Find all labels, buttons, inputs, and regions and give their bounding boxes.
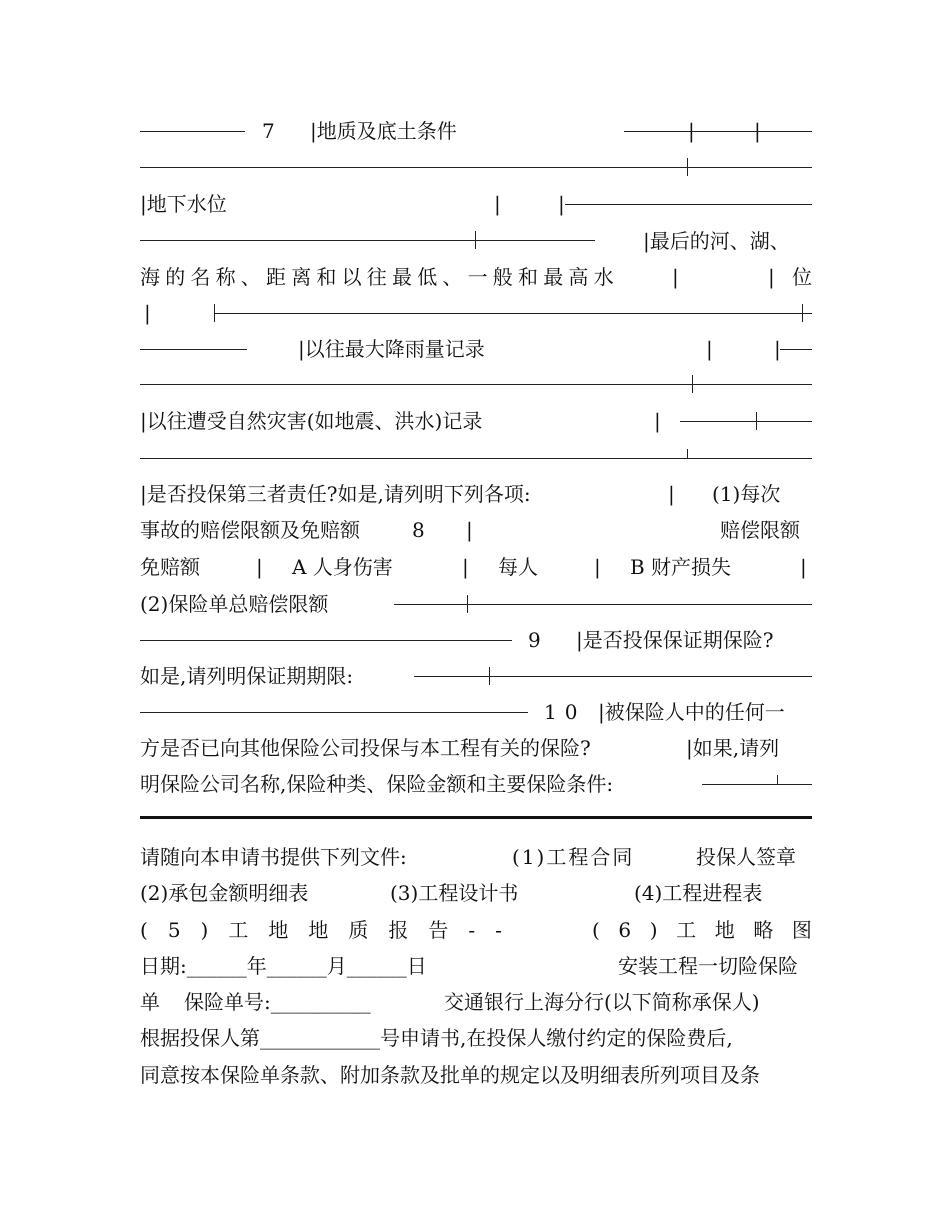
column-bar: |	[144, 301, 151, 325]
document-list-item: (4)工程进程表	[634, 881, 763, 905]
document-list-item: (3)工程设计书	[390, 881, 519, 905]
table-rule	[680, 421, 812, 422]
insurer-text: 交通银行上海分行(以下简称承保人)	[444, 990, 760, 1014]
field-label: 事故的赔偿限额及免赔额	[140, 518, 360, 542]
policy-title: 安装工程一切险保险	[618, 954, 798, 978]
document-line	[140, 1023, 812, 1053]
table-rule	[624, 131, 812, 132]
column-bar: |	[774, 337, 781, 361]
field-label: B 财产损失	[630, 555, 732, 579]
form-line	[140, 697, 812, 727]
column-bar: |	[462, 555, 469, 579]
item-number: 7	[262, 119, 275, 143]
item-number: 9	[528, 628, 541, 652]
field-label: 海的名称、距离和以往最低、一般和最高水	[140, 265, 619, 289]
section-separator	[140, 816, 812, 819]
form-line	[140, 334, 812, 364]
field-label: |最后的河、湖、	[643, 229, 790, 253]
policy-number-field: 保险单号:__________	[184, 990, 371, 1014]
table-tick	[756, 412, 757, 430]
column-bar: |	[706, 337, 713, 361]
instruction-text: 请随向本申请书提供下列文件:	[140, 845, 407, 869]
column-bar: |	[494, 192, 501, 216]
field-label: |地下水位	[140, 192, 227, 216]
table-tick	[692, 375, 693, 393]
field-label: 每人	[498, 555, 538, 579]
table-tick	[489, 667, 490, 685]
column-bar: |	[768, 265, 775, 289]
field-label: 明保险公司名称,保险种类、保险金额和主要保险条件:	[140, 772, 614, 796]
form-line	[140, 515, 812, 545]
field-label: (2)保险单总赔偿限额	[140, 592, 329, 616]
body-text: 同意按本保险单条款、附加条款及批单的规定以及明细表所列项目及条	[140, 1063, 760, 1087]
field-label: 如是,请列明保证期期限:	[140, 664, 354, 688]
column-bar: |	[800, 555, 807, 579]
column-bar: |	[688, 119, 695, 143]
body-text: 根据投保人第____________号申请书,在投保人缴付约定的保险费后,	[140, 1026, 733, 1050]
question-label: |是否投保保证期保险?	[576, 628, 774, 652]
document-line	[140, 1060, 812, 1090]
document-list-item: ( 5 ) 工 地 地 质 报 告 - -	[140, 918, 502, 942]
table-tick	[802, 304, 803, 322]
form-line	[140, 226, 812, 256]
field-label: A 人身伤害	[292, 555, 393, 579]
document-line	[140, 842, 812, 872]
field-label: |以往最大降雨量记录	[298, 337, 485, 361]
form-line	[140, 733, 812, 763]
question-label: 方是否已向其他保险公司投保与本工程有关的保险?	[140, 736, 591, 760]
table-tick	[467, 595, 468, 613]
table-rule	[140, 384, 812, 385]
field-label: |以往遭受自然灾害(如地震、洪水)记录	[140, 409, 483, 433]
column-bar: |	[594, 555, 601, 579]
table-rule	[414, 676, 812, 677]
column-bar: |	[558, 192, 565, 216]
table-tick	[214, 304, 215, 322]
form-line	[140, 479, 812, 509]
column-bar: |	[668, 482, 675, 506]
field-label: |地质及底土条件	[310, 119, 457, 143]
question-label: |是否投保第三者责任?如是,请列明下列各项:	[140, 482, 531, 506]
item-number: 10	[544, 700, 586, 724]
field-label: 位	[792, 265, 812, 289]
column-bar: |	[754, 119, 761, 143]
date-field: 日期:______年______月______日	[140, 954, 427, 978]
field-label: 赔偿限额	[720, 518, 800, 542]
table-tick	[777, 775, 778, 784]
item-number: 8	[412, 518, 425, 542]
table-rule	[394, 604, 812, 605]
table-tick	[687, 449, 688, 458]
table-rule	[565, 204, 812, 205]
field-label: |如果,请列	[686, 736, 780, 760]
document-list-item: ( 6 ) 工 地 略 图	[592, 918, 812, 942]
table-rule	[780, 349, 812, 350]
form-line	[140, 552, 812, 582]
document-line	[140, 987, 812, 1017]
column-bar: |	[672, 265, 679, 289]
form-line	[140, 625, 812, 655]
document-list-item: (1)工程合同	[512, 845, 635, 869]
form-line	[140, 262, 812, 292]
policy-title: 单	[140, 990, 160, 1014]
document-line	[140, 951, 812, 981]
document-list-item: (2)承包金额明细表	[140, 881, 309, 905]
sub-item: (1)每次	[712, 482, 781, 506]
document-line	[140, 878, 812, 908]
table-rule	[702, 784, 812, 785]
table-rule	[140, 458, 812, 459]
column-bar: |	[466, 518, 473, 542]
field-label: 免赔额	[140, 555, 200, 579]
column-bar: |	[256, 555, 263, 579]
table-rule	[214, 313, 812, 314]
question-label: |被保险人中的任何一	[598, 700, 785, 724]
signature-label: 投保人签章	[696, 845, 796, 869]
table-tick	[687, 158, 688, 176]
document-line	[140, 915, 812, 945]
table-rule	[140, 167, 812, 168]
column-bar: |	[654, 409, 661, 433]
